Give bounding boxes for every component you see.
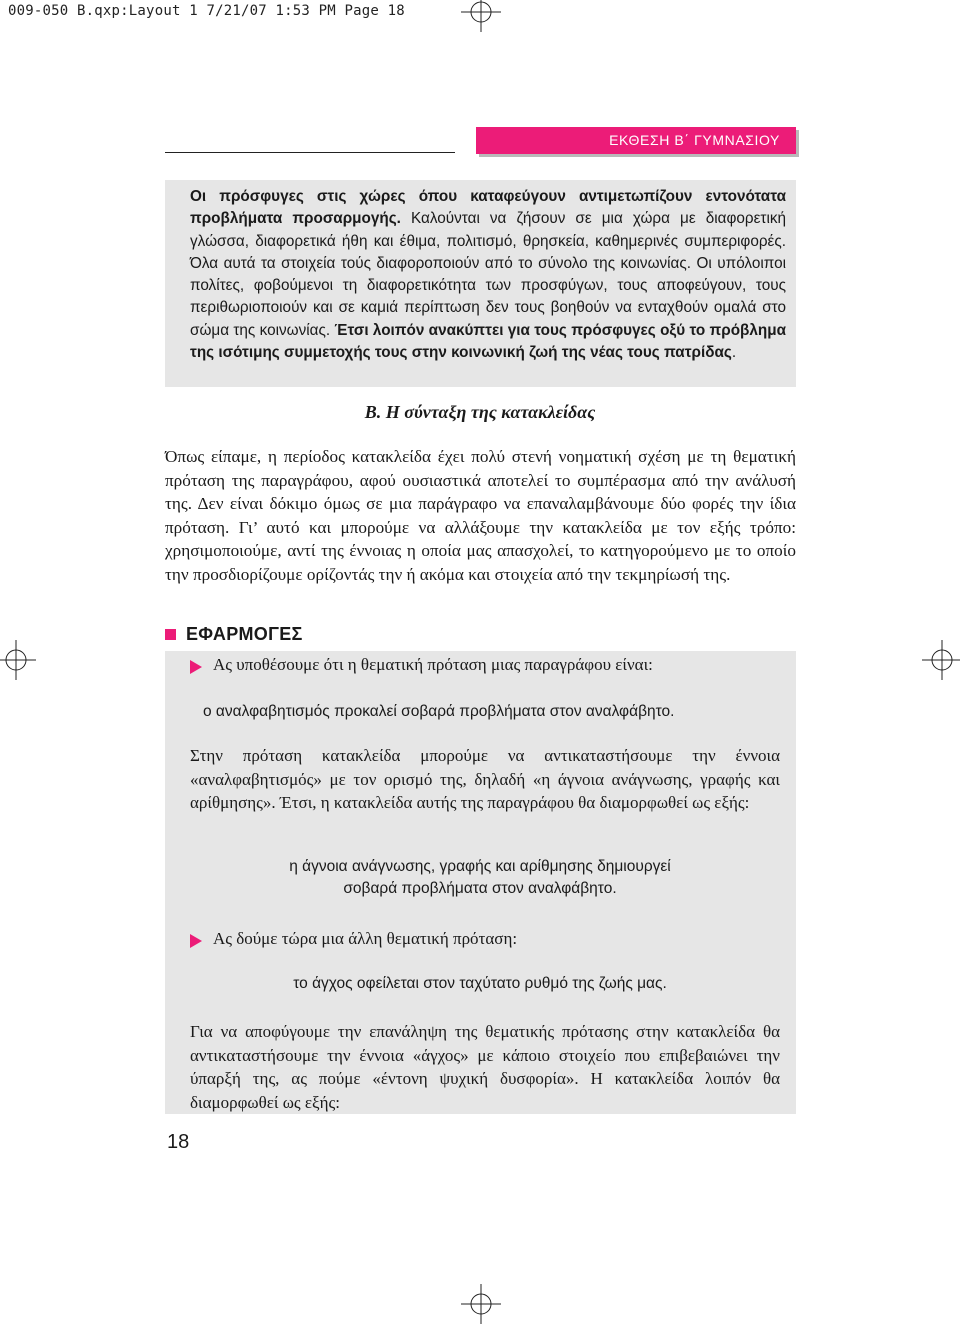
header-title: ΕΚΘΕΣΗ Β΄ ΓΥΜΝΑΣΙΟΥ <box>609 132 780 148</box>
result-1-line-1: η άγνοια ανάγνωσης, γραφής και αρίθμησης δημιουργεί <box>289 858 671 875</box>
summary-body: Καλούνται να ζήσουν σε μια χώρα με διαφορετική γλώσσα, διαφορετικά ήθη και έθιμα, πολιτισμό, θρησκεία, καθημερινές συμπεριφορές. Όλα αυτά τα στοιχεία τούς διαφοροποιούν από το σύνολο της κοινωνίας. Οι υπόλοιποι πολίτες, φοβούμενοι τη διαφορετικότητα των προσφύγων, τους αποφεύγουν, τους περιθωριοποιούν και σε καμιά περίπτωση δεν τους βοηθούν να ενταχθούν ομαλά στο σώμα της κοινωνίας. <box>190 210 786 339</box>
arrow-right-icon <box>190 660 202 674</box>
summary-conclusion: Έτσι λοιπόν ανακύπτει για τους πρόσφυγες οξύ το πρόβλημα της ισότιμης συμμετοχής τους στην κοινωνική ζωή της νέας τους πατρίδας <box>190 321 786 362</box>
crop-mark-icon <box>922 640 960 680</box>
arrow-right-icon <box>190 934 202 948</box>
page-number: 18 <box>167 1131 190 1153</box>
summary-text <box>190 186 786 364</box>
summary-intro: Οι πρόσφυγες στις χώρες όπου καταφεύγουν αντιμετωπίζουν εντονότατα προβλήματα προσαρμογής. <box>190 188 786 228</box>
example-2: το άγχος οφείλεται στον ταχύτατο ρυθμό της ζωής μας. <box>293 975 667 992</box>
crop-mark-icon <box>0 640 36 680</box>
result-1 <box>0 856 960 900</box>
step-2-text: Ας δούμε τώρα μια άλλη θεματική πρόταση: <box>213 929 518 948</box>
summary-period: . <box>731 344 737 362</box>
avoidance-paragraph: Για να αποφύγουμε την επανάληψη της θεματικής πρότασης στην κατακλείδα θα αντικαταστήσουμε την έννοια «άγχος» με κάποιο στοιχείο που επιβεβαιώνει την ύπαρξή της, ας πούμε «έντονη ψυχική δυσφορία». Η κατακλείδα λοιπόν θα διαμορφωθεί ως εξής: <box>190 1022 780 1112</box>
section-heading: Β. Η σύνταξη της κατακλείδας <box>364 402 596 422</box>
print-slug: 009-050 B.qxp:Layout 1 7/21/07 1:53 PM Page 18 <box>8 3 405 19</box>
crop-mark-icon <box>461 1284 501 1324</box>
header-rule <box>165 152 455 153</box>
replacement-paragraph: Στην πρόταση κατακλείδα μπορούμε να αντικαταστήσουμε την έννοια «αναλφαβητισμός» με τον ορισμό της, δηλαδή «η άγνοια ανάγνωσης, γραφής και αρίθμησης». Έτσι, η κατακλείδα αυτής της παραγράφου θα διαμορφωθεί ως εξής: <box>190 746 780 812</box>
bullet-square-icon <box>165 629 176 640</box>
header-banner <box>476 127 796 154</box>
crop-mark-icon <box>461 0 501 32</box>
example-1: ο αναλφαβητισμός προκαλεί σοβαρά προβλήματα στον αναλφάβητο. <box>203 703 675 720</box>
step-1-text: Ας υποθέσουμε ότι η θεματική πρόταση μιας παραγράφου είναι: <box>213 655 653 674</box>
result-1-line-2: σοβαρά προβλήματα στον αναλφάβητο. <box>343 880 617 897</box>
body-paragraph: Όπως είπαμε, η περίοδος κατακλείδα έχει πολύ στενή νοηματική σχέση με τη θεματική πρόταση της παραγράφου, αφού ουσιαστικά αποτελεί το συμπέρασμα από την ανάλυσή της. Δεν είναι δόκιμο όμως σε μια παράγραφο να επαναλαμβάνουμε δύο φορές την ίδια πρόταση. Γι’ αυτό και μπορούμε να αλλάξουμε την κατακλείδα με τον εξής τρόπο: χρησιμοποιούμε, αντί της έννοιας η οποία μας απασχολεί, το κατηγορούμενο με το οποίο την προσδιορίζουμε ορίζοντάς την ή ακόμα και στοιχεία από την τεκμηρίωσή της. <box>165 447 796 584</box>
applications-title: ΕΦΑΡΜΟΓΕΣ <box>186 624 303 644</box>
